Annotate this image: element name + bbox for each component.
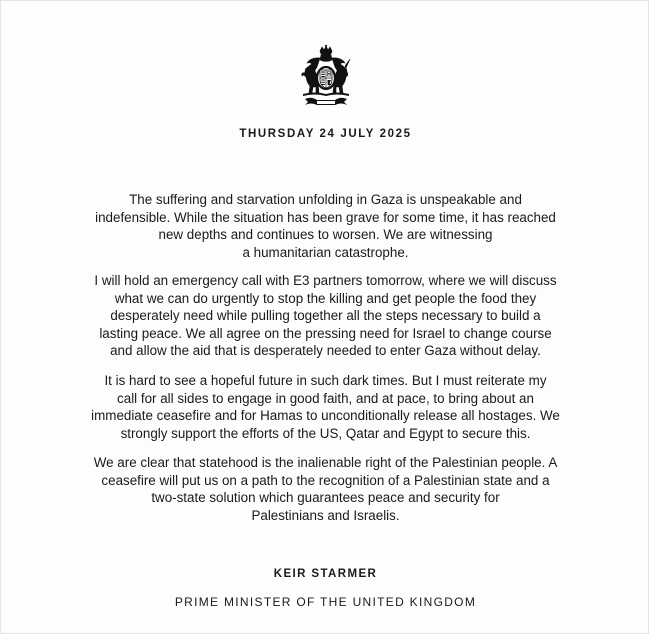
paragraph-line: lasting peace. We all agree on the pressing need for Israel to change course — [99, 325, 552, 341]
paragraph-line: strongly support the efforts of the US, Qatar and Egypt to secure this. — [120, 425, 531, 441]
paragraph-line: call for all sides to engage in good faith, and at pace, to bring about an — [117, 390, 534, 406]
paragraph-line: new depths and continues to worsen. We are witnessing — [158, 227, 493, 242]
paragraph-line: indefensible. While the situation has been grave for some time, it has reached — [95, 209, 556, 225]
paragraph-line: Palestinians and Israelis. — [251, 507, 400, 523]
paragraph-2 — [41, 272, 610, 360]
paragraph-1 — [41, 191, 610, 261]
paragraph-line: The suffering and starvation unfolding in Gaza is unspeakable and — [129, 192, 522, 207]
paragraph-line: a humanitarian catastrophe. — [242, 244, 409, 260]
signatory-title: PRIME MINISTER OF THE UNITED KINGDOM — [174, 595, 477, 609]
paragraph-3 — [41, 372, 610, 442]
paragraph-line: what we can do urgently to stop the killing and get people the food they — [114, 290, 537, 306]
paragraph-4 — [41, 454, 610, 524]
statement-date: THURSDAY 24 JULY 2025 — [239, 128, 412, 140]
paragraph-line: and allow the aid that is desperately needed to enter Gaza without delay. — [110, 343, 541, 358]
signatory-name: KEIR STARMER — [273, 568, 378, 580]
paragraph-line: We are clear that statehood is the inalienable right of the Palestinian people. A — [93, 455, 558, 470]
paragraph-line: I will hold an emergency call with E3 partners tomorrow, where we will discuss — [94, 273, 557, 288]
royal-coat-of-arms-icon — [295, 45, 357, 109]
paragraph-line: two-state solution which guarantees peace and security for — [151, 490, 500, 505]
paragraph-line: desperately need while pulling together all the steps necessary to build a — [110, 308, 541, 323]
paragraph-line: immediate ceasefire and for Hamas to unconditionally release all hostages. We — [91, 408, 560, 423]
paragraph-line: ceasefire will put us on a path to the recognition of a Palestinian state and a — [101, 472, 550, 488]
paragraph-line: It is hard to see a hopeful future in such dark times. But I must reiterate my — [104, 373, 547, 388]
